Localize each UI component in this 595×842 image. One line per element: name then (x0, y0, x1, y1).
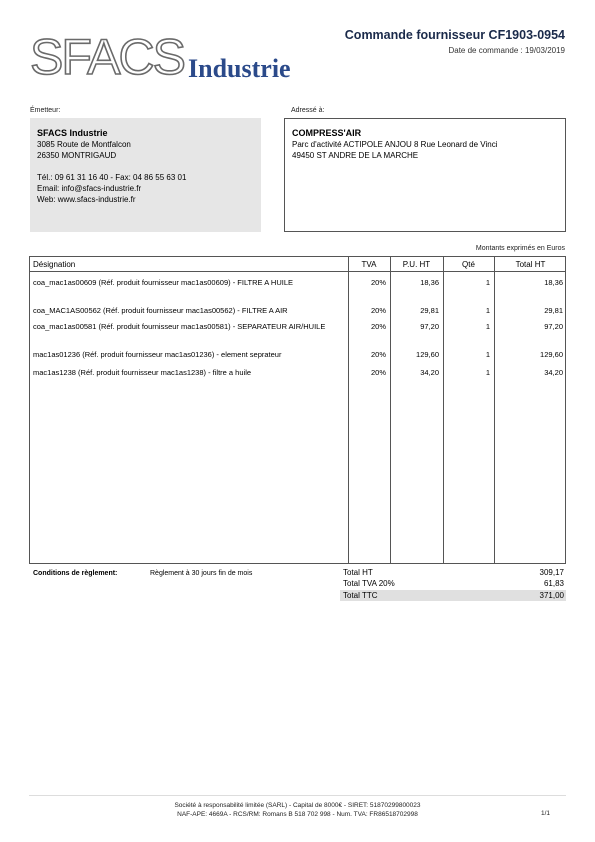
row-unit-price: 34,20 (420, 368, 439, 377)
sender-block (30, 118, 261, 232)
recipient-label: Adressé à: (291, 107, 325, 114)
row-designation: coa_MAC1AS00562 (Réf. produit fournisseur mac1as00562) - FILTRE A AIR (33, 306, 288, 315)
row-tva: 20% (370, 350, 386, 359)
order-lines-table (29, 256, 566, 564)
header-unit-price: P.U. HT (402, 260, 431, 269)
sender-label: Émetteur: (30, 107, 61, 114)
recipient-block (284, 118, 566, 232)
row-unit-price: 29,81 (420, 306, 439, 315)
row-total: 129,60 (540, 350, 563, 359)
row-tva: 20% (370, 368, 386, 377)
sender-email: Email: info@sfacs-industrie.fr (37, 184, 142, 193)
row-quantity: 1 (485, 322, 490, 331)
row-designation: coa_mac1as00609 (Réf. produit fournisseur mac1as00609) - FILTRE A HUILE (33, 278, 293, 287)
row-unit-price: 129,60 (416, 350, 439, 359)
row-total: 18,36 (544, 278, 563, 287)
total-tva-row (340, 578, 566, 589)
row-quantity: 1 (485, 278, 490, 287)
row-total: 29,81 (544, 306, 563, 315)
header-tva: TVA (361, 260, 377, 269)
total-ttc-row (340, 590, 566, 601)
total-ht-row (340, 567, 566, 578)
footer-legal-line1: Société à responsabilité limitée (SARL) - Capital de 8000€ - SIRET: 51870299800023 (174, 802, 421, 809)
row-designation: coa_mac1as00581 (Réf. produit fournisseur mac1as00581) - SEPARATEUR AIR/HUILE (33, 322, 326, 331)
row-tva: 20% (370, 278, 386, 287)
logo-word: Industrie (188, 54, 291, 83)
sender-web: Web: www.sfacs-industrie.fr (37, 195, 136, 204)
payment-conditions-label: Conditions de règlement: (33, 570, 118, 577)
order-date: Date de commande : 19/03/2019 (448, 46, 565, 55)
total-ht-label: Total HT (343, 568, 373, 577)
row-designation: mac1as1238 (Réf. produit fournisseur mac1as1238) - filtre a huile (33, 368, 252, 377)
total-ttc-label: Total TTC (343, 591, 378, 600)
recipient-address-line1: Parc d'activité ACTIPOLE ANJOU 8 Rue Leonard de Vinci (292, 140, 498, 149)
footer-legal-line2: NAF-APE: 4669A - RCS/RM: Romans B 518 702 998 - Num. TVA: FR86518702998 (177, 811, 418, 818)
row-unit-price: 18,36 (420, 278, 439, 287)
recipient-address-line2: 49450 ST ANDRE DE LA MARCHE (292, 151, 419, 160)
total-tva-value: 61,83 (543, 579, 564, 588)
row-total: 34,20 (544, 368, 563, 377)
total-ht-value: 309,17 (539, 568, 564, 577)
row-quantity: 1 (485, 350, 490, 359)
total-tva-label: Total TVA 20% (343, 579, 395, 588)
sender-phone: Tél.: 09 61 31 16 40 - Fax: 04 86 55 63 01 (37, 173, 187, 182)
header-designation: Désignation (33, 260, 76, 269)
row-quantity: 1 (485, 368, 490, 377)
sender-name: SFACS Industrie (37, 128, 108, 138)
row-designation: mac1as01236 (Réf. produit fournisseur mac1as01236) - element seprateur (33, 350, 282, 359)
row-tva: 20% (370, 322, 386, 331)
recipient-name: COMPRESS'AIR (292, 128, 362, 138)
header-total: Total HT (515, 260, 546, 269)
row-total: 97,20 (544, 322, 563, 331)
total-ttc-value: 371,00 (539, 591, 564, 600)
row-tva: 20% (370, 306, 386, 315)
sender-address-line2: 26350 MONTRIGAUD (37, 151, 117, 160)
row-quantity: 1 (485, 306, 490, 315)
logo-mark: SFACS (30, 29, 184, 85)
company-logo (30, 29, 320, 88)
payment-conditions-value: Règlement à 30 jours fin de mois (150, 570, 253, 577)
page-number: 1/1 (540, 810, 550, 817)
footer-divider (29, 795, 566, 796)
header-quantity: Qté (462, 260, 475, 269)
sender-address-line1: 3085 Route de Montfalcon (37, 140, 131, 149)
currency-note: Montants exprimés en Euros (475, 245, 565, 252)
row-unit-price: 97,20 (420, 322, 439, 331)
document-title: Commande fournisseur CF1903-0954 (344, 28, 565, 42)
